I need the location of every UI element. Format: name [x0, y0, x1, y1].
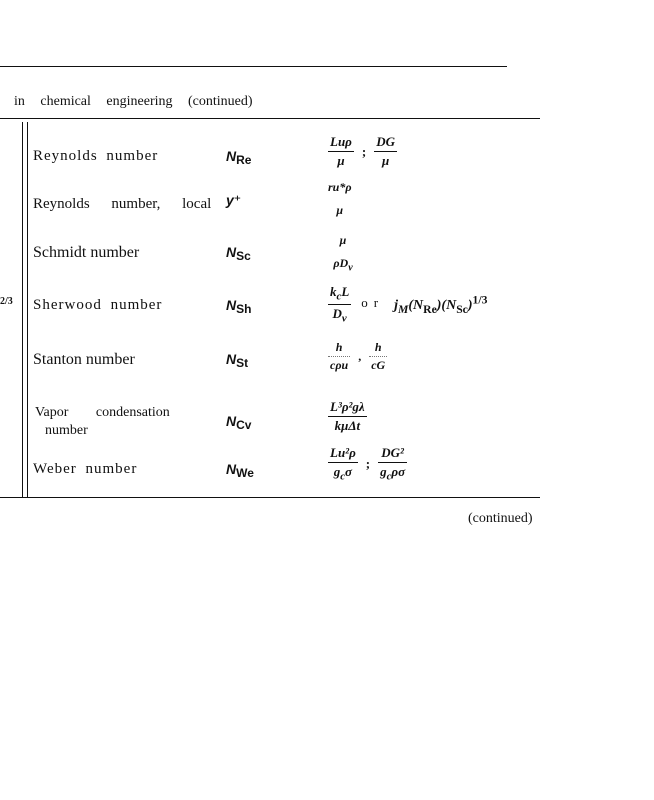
row-name-stanton: Stanton number: [33, 351, 135, 368]
fraction: $\frac{\text{Luρ}}{\mu}$: [330, 134, 352, 168]
fraction: $\frac{h}{\text{cρu}}$: [330, 340, 349, 372]
fraction: $\frac{h}{cG}$: [371, 340, 386, 372]
fraction: $\frac{\text{Lu²ρ}}{g_c\sigma}$: [330, 445, 356, 483]
expression-schmidt: μ $\rho D_v$: [333, 233, 353, 274]
row-name-reynolds-local: Reynolds number, local: [33, 196, 212, 212]
expression-vapor-condensation: [328, 399, 367, 434]
symbol-reynolds-local: y⁺: [226, 192, 242, 208]
vertical-rule-right: [27, 122, 28, 497]
fraction: $\frac{\text{DG²}}{g_c\rho\sigma}$: [380, 445, 406, 483]
expression-reynolds-local: ru*ρ μ: [328, 180, 352, 217]
row-name-weber: Weber number: [33, 461, 138, 477]
bottom-rule: [0, 497, 540, 498]
expression-stanton: $\frac{h}{\text{cρu}}$ , $\frac{h}{cG}$: [330, 340, 386, 372]
row-name-reynolds: Reynolds number: [33, 148, 159, 164]
fraction: $\frac{DG}{\mu}$: [376, 134, 395, 168]
table-caption: in chemical engineering (continued): [14, 94, 253, 109]
symbol-vapor-condensation: NCv: [226, 413, 252, 432]
vertical-rule-left: [22, 122, 23, 497]
expression-reynolds: $\frac{\text{Luρ}}{\mu}$ ; $\frac{DG}{\mu}$: [330, 134, 395, 168]
fraction: $\frac{\text{L³ρ²gλ}}{\text{kμΔt}}$: [330, 399, 365, 433]
expression-sherwood: $\frac{k_cL}{D_v}$ or $j_M(N_{Re})(N_{Sc})^{1/3}$: [330, 284, 488, 325]
symbol-weber: NWe: [226, 461, 254, 480]
fraction: $\frac{k_cL}{D_v}$: [330, 284, 350, 325]
symbol-reynolds: NRe: [226, 148, 252, 167]
symbol-schmidt: NSc: [226, 244, 251, 263]
symbol-sherwood: NSh: [226, 297, 252, 316]
expression-weber: $\frac{\text{Lu²ρ}}{g_c\sigma}$ ; $\frac{\text{DG²}}{g_c\rho\sigma}$: [330, 445, 406, 483]
symbol-stanton: NSt: [226, 351, 249, 370]
row-name-sherwood: Sherwood number: [33, 297, 163, 313]
row-name-vapor-condensation: Vapor condensation number: [35, 405, 170, 438]
header-rule: [0, 118, 540, 119]
continued-note: (continued): [468, 511, 533, 526]
top-rule: [0, 66, 507, 67]
row-name-schmidt: Schmidt number: [33, 244, 140, 261]
cropped-exponent-fragment: 2/3: [0, 296, 13, 307]
